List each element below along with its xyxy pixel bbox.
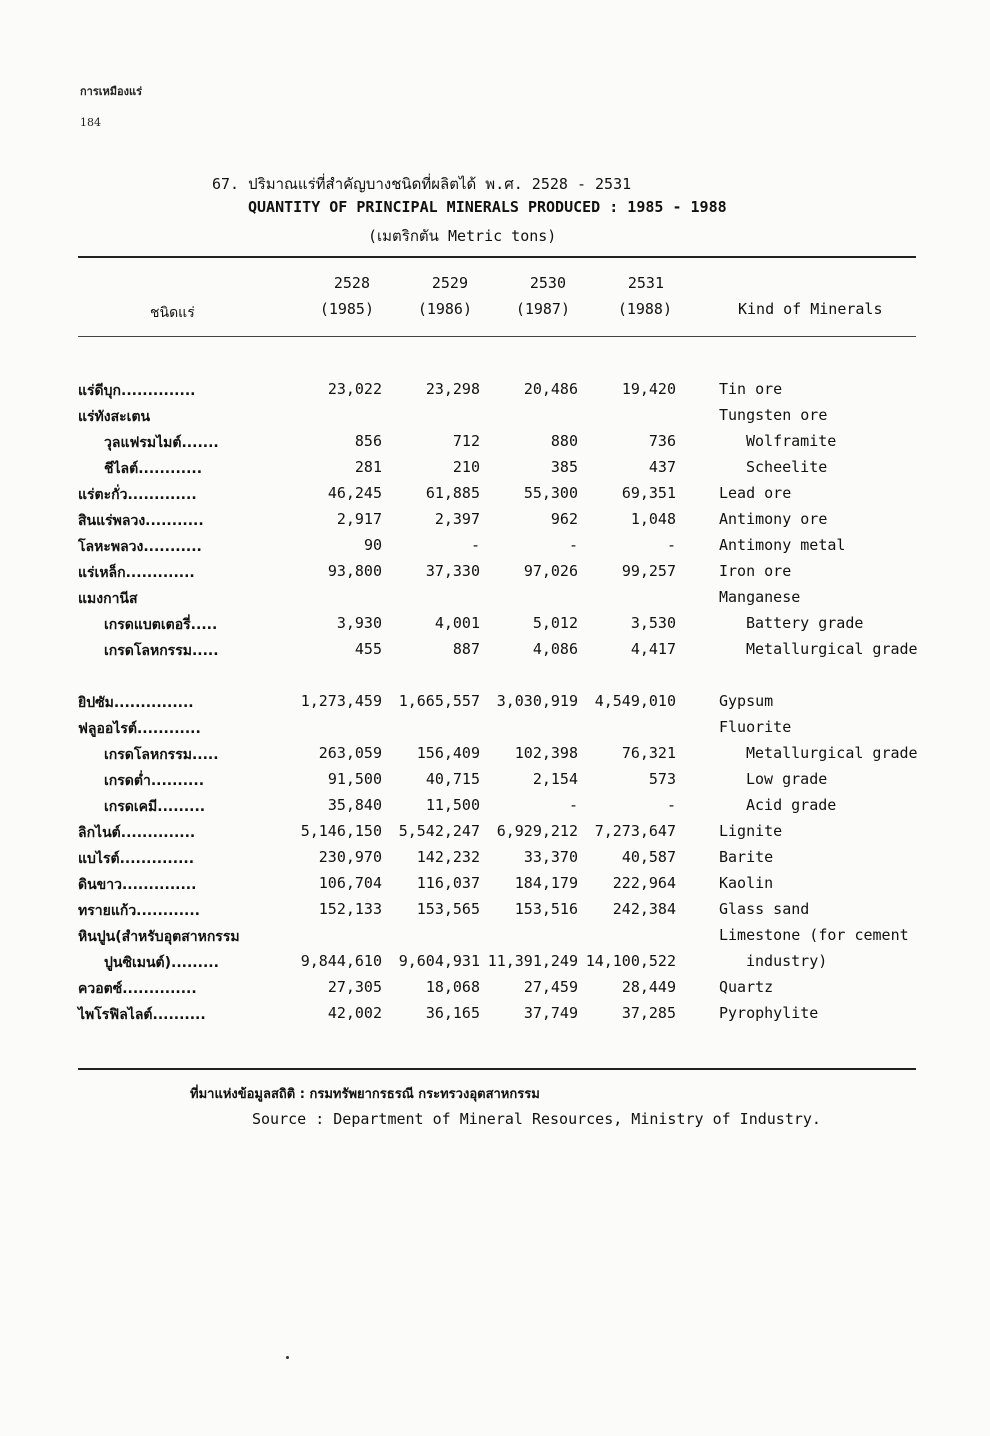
mineral-name-thai: สินแร่พลวง........... [78, 513, 204, 529]
mineral-name-english: Lead ore [719, 484, 792, 502]
table-row [0, 1004, 990, 1028]
mineral-name-english: Kaolin [719, 874, 774, 892]
value-cell: 42,002 [327, 1004, 382, 1022]
table-row [0, 588, 990, 612]
value-cell: 27,305 [327, 978, 382, 996]
mineral-name-english: Tin ore [719, 380, 783, 398]
value-cell: 40,715 [425, 770, 480, 788]
value-cell: 23,298 [425, 380, 480, 398]
value-cell: 2,917 [336, 510, 382, 528]
value-cell: 712 [452, 432, 480, 450]
mineral-name-thai: แมงกานีส [78, 591, 138, 607]
mineral-name-english: Metallurgical grade [746, 744, 918, 762]
value-cell: 3,030,919 [496, 692, 578, 710]
value-cell: 14,100,522 [585, 952, 676, 970]
value-cell: 97,026 [523, 562, 578, 580]
mineral-name-thai: ดินขาว.............. [78, 877, 197, 893]
col-year-ce: (1986) [417, 300, 472, 318]
mineral-name-english: Barite [719, 848, 774, 866]
table-row [0, 874, 990, 898]
value-cell: 230,970 [318, 848, 382, 866]
value-cell: 4,549,010 [594, 692, 676, 710]
value-cell: 61,885 [425, 484, 480, 502]
value-cell: 3,530 [630, 614, 676, 632]
col-year-ce: (1988) [617, 300, 672, 318]
value-cell: - [666, 536, 676, 554]
mineral-name-english: Antimony ore [719, 510, 828, 528]
mineral-name-thai: ฟลูออไรต์............ [78, 721, 201, 737]
value-cell: 222,964 [612, 874, 676, 892]
value-cell: 19,420 [621, 380, 676, 398]
value-cell: 11,391,249 [487, 952, 578, 970]
value-cell: 5,012 [532, 614, 578, 632]
value-cell: 437 [648, 458, 676, 476]
mineral-name-thai: แร่ดีบุก.............. [78, 383, 196, 399]
page-number: 184 [80, 116, 101, 129]
value-cell: 106,704 [318, 874, 382, 892]
mineral-name-english: Fluorite [719, 718, 792, 736]
table-row [0, 536, 990, 560]
col-year-ce: (1985) [319, 300, 374, 318]
table-row [0, 718, 990, 742]
table-row [0, 380, 990, 404]
value-cell: 152,133 [318, 900, 382, 918]
mineral-name-english: Manganese [719, 588, 801, 606]
value-cell: 90 [363, 536, 382, 554]
value-cell: 2,397 [434, 510, 480, 528]
value-cell: 6,929,212 [496, 822, 578, 840]
col-year-ce: (1987) [515, 300, 570, 318]
mineral-name-english: Pyrophylite [719, 1004, 819, 1022]
value-cell: 263,059 [318, 744, 382, 762]
table-row [0, 770, 990, 794]
mineral-name-thai: เกรดโลหกรรม..... [104, 643, 219, 659]
mineral-name-thai: เกรดโลหกรรม..... [104, 747, 219, 763]
mineral-name-english: Lignite [719, 822, 783, 840]
value-cell: 385 [550, 458, 578, 476]
mineral-name-english: Metallurgical grade [746, 640, 918, 658]
mineral-name-thai: เกรดต่ำ.......... [104, 773, 205, 789]
value-cell: 242,384 [612, 900, 676, 918]
mineral-name-thai: แบไรต์.............. [78, 851, 195, 867]
value-cell: 46,245 [327, 484, 382, 502]
table-row [0, 978, 990, 1002]
mineral-name-english: Low grade [746, 770, 828, 788]
value-cell: 5,542,247 [398, 822, 480, 840]
top-rule [78, 256, 916, 258]
value-cell: 116,037 [416, 874, 480, 892]
col-year-be: 2528 [333, 274, 370, 292]
col-year-be: 2530 [529, 274, 566, 292]
table-row [0, 458, 990, 482]
source-thai: ที่มาแห่งข้อมูลสถิติ : กรมทรัพยากรธรณี กระทรวงอุตสาหกรรม [190, 1087, 540, 1102]
value-cell: 91,500 [327, 770, 382, 788]
value-cell: 11,500 [425, 796, 480, 814]
value-cell: 37,330 [425, 562, 480, 580]
mineral-name-thai: ยิปซัม............... [78, 695, 194, 711]
mineral-name-english: Scheelite [746, 458, 828, 476]
table-row [0, 822, 990, 846]
mineral-name-thai: เกรดแบตเตอรี่..... [104, 617, 218, 633]
value-cell: 36,165 [425, 1004, 480, 1022]
value-cell: - [568, 796, 578, 814]
value-cell: 887 [452, 640, 480, 658]
mineral-name-thai: ปูนซิเมนต์)......... [104, 955, 219, 971]
mineral-name-english: Limestone (for cement [719, 926, 909, 944]
mineral-name-english: Acid grade [746, 796, 837, 814]
value-cell: 736 [648, 432, 676, 450]
mineral-name-english: industry) [746, 952, 828, 970]
mineral-name-english: Tungsten ore [719, 406, 828, 424]
value-cell: 1,048 [630, 510, 676, 528]
value-cell: 7,273,647 [594, 822, 676, 840]
col-name-thai: ชนิดแร่ [150, 305, 195, 321]
bottom-rule [78, 1068, 916, 1070]
mineral-name-english: Quartz [719, 978, 774, 996]
table-row [0, 510, 990, 534]
value-cell: 28,449 [621, 978, 676, 996]
mineral-name-thai: แร่เหล็ก............. [78, 565, 195, 581]
value-cell: 2,154 [532, 770, 578, 788]
value-cell: 184,179 [514, 874, 578, 892]
value-cell: 455 [354, 640, 382, 658]
running-head: การเหมืองแร่ [80, 85, 142, 98]
header-rule [78, 336, 916, 337]
value-cell: 4,001 [434, 614, 480, 632]
col-year-be: 2529 [431, 274, 468, 292]
mineral-name-english: Wolframite [746, 432, 837, 450]
value-cell: - [666, 796, 676, 814]
table-row [0, 562, 990, 586]
table-row [0, 952, 990, 976]
table-row [0, 796, 990, 820]
value-cell: 99,257 [621, 562, 676, 580]
value-cell: 18,068 [425, 978, 480, 996]
table-row [0, 926, 990, 950]
mineral-name-thai: หินปูน(สำหรับอุตสาหกรรม [78, 929, 240, 945]
table-row [0, 406, 990, 430]
mineral-name-thai: ไพโรฟิลไลต์.......... [78, 1007, 206, 1023]
table-title-english: QUANTITY OF PRINCIPAL MINERALS PRODUCED : 1985 - 1988 [248, 198, 727, 216]
table-row [0, 692, 990, 716]
value-cell: 27,459 [523, 978, 578, 996]
mineral-name-thai: ลิกไนต์.............. [78, 825, 196, 841]
value-cell: 962 [550, 510, 578, 528]
mineral-name-thai: ควอตซ์.............. [78, 981, 197, 997]
page-speck [286, 1356, 289, 1359]
table-row [0, 900, 990, 924]
mineral-name-english: Iron ore [719, 562, 792, 580]
value-cell: 76,321 [621, 744, 676, 762]
value-cell: 93,800 [327, 562, 382, 580]
value-cell: 142,232 [416, 848, 480, 866]
value-cell: 1,273,459 [300, 692, 382, 710]
value-cell: 55,300 [523, 484, 578, 502]
value-cell: 3,930 [336, 614, 382, 632]
mineral-name-thai: วุลแฟรมไมต์....... [104, 435, 219, 451]
table-row [0, 614, 990, 638]
value-cell: - [568, 536, 578, 554]
table-row [0, 848, 990, 872]
value-cell: 153,565 [416, 900, 480, 918]
value-cell: 153,516 [514, 900, 578, 918]
mineral-name-english: Battery grade [746, 614, 864, 632]
mineral-name-english: Glass sand [719, 900, 810, 918]
table-title-thai: 67. ปริมาณแร่ที่สำคัญบางชนิดที่ผลิตได้ พ.ศ. 2528 - 2531 [212, 175, 632, 193]
mineral-name-thai: ชีไลต์............ [104, 461, 203, 477]
value-cell: 856 [354, 432, 382, 450]
value-cell: 35,840 [327, 796, 382, 814]
table-row [0, 432, 990, 456]
value-cell: 69,351 [621, 484, 676, 502]
value-cell: 4,417 [630, 640, 676, 658]
table-row [0, 640, 990, 664]
value-cell: 37,285 [621, 1004, 676, 1022]
value-cell: 573 [648, 770, 676, 788]
mineral-name-thai: แร่ทังสะเตน [78, 409, 151, 425]
value-cell: 1,665,557 [398, 692, 480, 710]
value-cell: 20,486 [523, 380, 578, 398]
source-english: Source : Department of Mineral Resources, Ministry of Industry. [252, 1110, 821, 1128]
value-cell: - [470, 536, 480, 554]
mineral-name-thai: โลหะพลวง........... [78, 539, 202, 555]
value-cell: 210 [452, 458, 480, 476]
value-cell: 880 [550, 432, 578, 450]
col-kind-english: Kind of Minerals [738, 300, 883, 318]
value-cell: 281 [354, 458, 382, 476]
value-cell: 9,604,931 [398, 952, 480, 970]
table-unit: (เมตริกตัน Metric tons) [368, 227, 557, 245]
value-cell: 33,370 [523, 848, 578, 866]
value-cell: 102,398 [514, 744, 578, 762]
mineral-name-thai: เกรดเคมี......... [104, 799, 206, 815]
value-cell: 40,587 [621, 848, 676, 866]
mineral-name-thai: ทรายแก้ว............ [78, 903, 200, 919]
mineral-name-thai: แร่ตะกั่ว............. [78, 487, 197, 503]
table-row [0, 744, 990, 768]
mineral-name-english: Antimony metal [719, 536, 846, 554]
value-cell: 156,409 [416, 744, 480, 762]
table-row [0, 484, 990, 508]
col-year-be: 2531 [627, 274, 664, 292]
value-cell: 23,022 [327, 380, 382, 398]
value-cell: 37,749 [523, 1004, 578, 1022]
value-cell: 4,086 [532, 640, 578, 658]
value-cell: 5,146,150 [300, 822, 382, 840]
mineral-name-english: Gypsum [719, 692, 774, 710]
value-cell: 9,844,610 [300, 952, 382, 970]
